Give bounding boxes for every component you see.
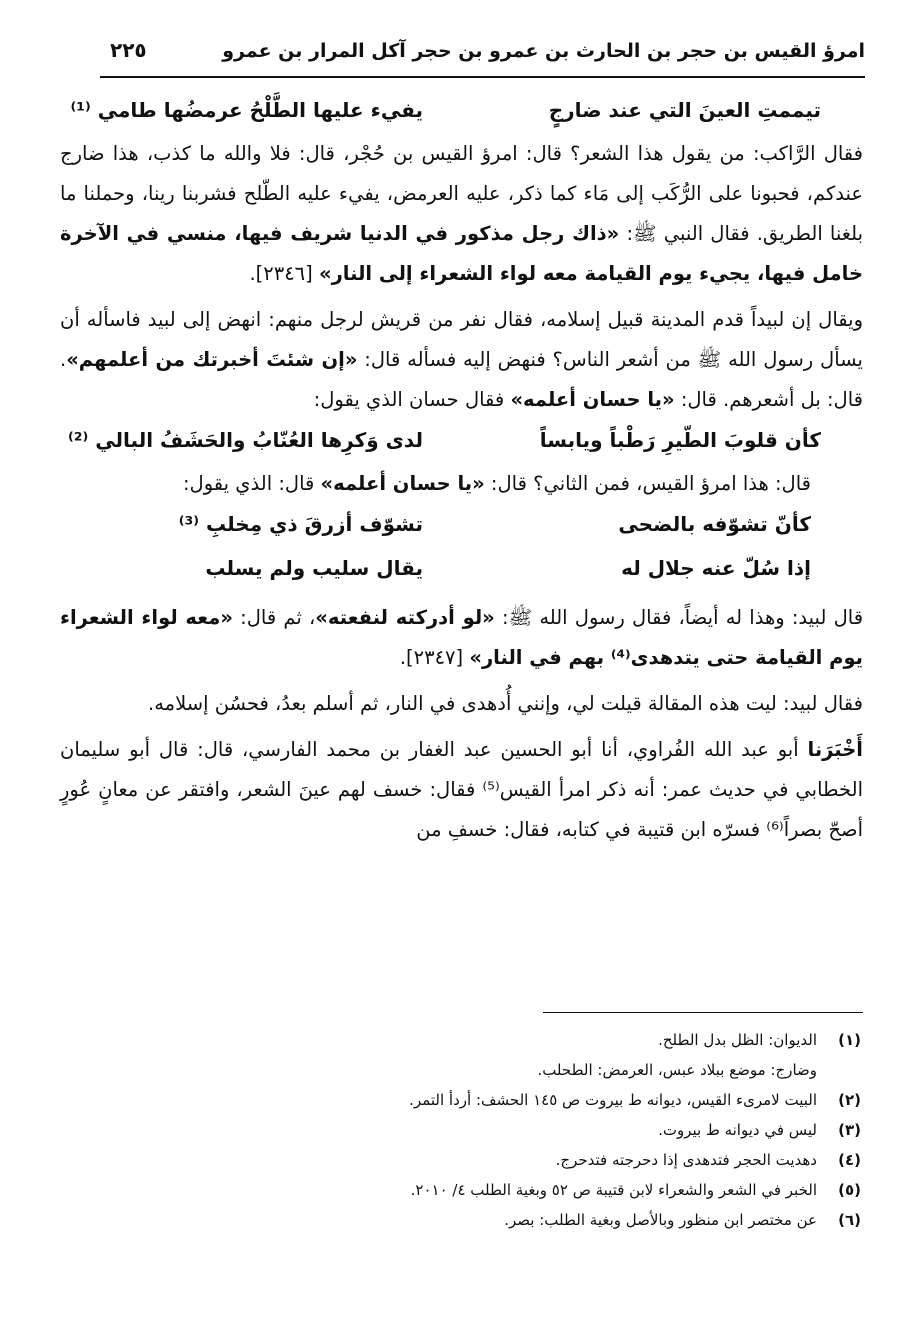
paragraph-text: . قال: بل أشعرهم. قال:	[60, 348, 863, 411]
footnote-text: ليس في ديوانه ط بيروت.	[658, 1121, 817, 1139]
hadith-quote: «معه لواء الشعراء يوم القيامة حتى يتدهدى⁽⁴⁾ بهم في النار»	[60, 606, 863, 669]
footnote-number: (٦)	[838, 1211, 861, 1229]
paragraph-text: قال: هذا امرؤ القيس، فمن الثاني؟ قال:	[490, 472, 811, 495]
main-text	[60, 90, 863, 850]
footnote-text: عن مختصر ابن منظور وبالأصل وبغية الطلب: بصر.	[504, 1211, 817, 1229]
footnote-separator	[543, 1012, 863, 1013]
verse-hemistich-first: إذا سُلّ عنه جلال له	[621, 556, 811, 580]
verse-hemistich-second: تشوّف أزرقَ ذي مِخلبِ ⁽³⁾	[178, 512, 423, 536]
isnad-opening: أَخْبَرَنا	[807, 738, 863, 761]
hadith-quote: «لو أدركته لنفعته»	[315, 606, 495, 629]
page-number: ٢٢٥	[110, 38, 147, 62]
footnote-text: وضارج: موضع ببلاد عبس، العرمض: الطحلب.	[537, 1061, 817, 1079]
footnote-text: الخبر في الشعر والشعراء لابن قتيبة ص ٥٢ وبغية الطلب ٤/ ٢٠١٠.	[410, 1181, 817, 1199]
footnotes	[60, 1025, 861, 1235]
footnote	[60, 1055, 861, 1085]
footnote	[60, 1025, 861, 1055]
footnote	[60, 1115, 861, 1145]
paragraph	[60, 464, 811, 504]
footnote-number: (١)	[838, 1031, 861, 1049]
paragraph-text: قال لبيد: وهذا له أيضاً، فقال رسول الله ﷺ:	[502, 606, 864, 629]
verse-hemistich-first: كأنّ تشوّفه بالضحى	[618, 512, 811, 536]
footnote-number: (٢)	[838, 1091, 861, 1109]
hadith-quote: «إن شئتَ أخبرتك من أعلمهم»	[66, 348, 358, 371]
running-title: امرؤ القيس بن حجر بن الحارث بن عمرو بن حجر آكل المرار بن عمرو	[222, 40, 865, 62]
verse-hemistich-second: يفيء عليها الطَّلْحُ عرمضُها طامي ⁽¹⁾	[70, 98, 423, 122]
paragraph	[60, 730, 863, 850]
footnote-number: (٤)	[838, 1151, 861, 1169]
paragraph-text: ويقال إن لبيداً قدم المدينة قبيل إسلامه، فقال نفر من قريش لرجل منهم: انهض إلى لبيد فاسأله أن يسأل رسول الله ﷺ من أشعر الناس؟ فنهض إليه فسأله قال:	[60, 308, 863, 371]
paragraph-text: أبو عبد الله الفُراوي، أنا أبو الحسين عبد الغفار بن محمد الفارسي، قال: قال أبو سليمان الخطابي في حديث عمر: أنه ذكر امرأ القيس⁽⁵⁾ فقال: خسف لهم عينَ الشعر، وافتقر عن معانٍ عُورٍ أصحّ بصراً⁽⁶⁾ فسرّه ابن قتيبة في كتابه، فقال: خسفِ من	[60, 738, 863, 841]
page-header	[100, 34, 865, 78]
poem-verse	[60, 420, 863, 464]
footnote	[60, 1145, 861, 1175]
hadith-quote: «يا حسان أعلمه»	[320, 472, 485, 495]
paragraph	[60, 684, 863, 724]
footnote	[60, 1205, 861, 1235]
footnote-text: البيت لامرىء القيس، ديوانه ط بيروت ص ١٤٥ الحشف: أردأ التمر.	[409, 1091, 817, 1109]
footnote	[60, 1085, 861, 1115]
footnote-text: الديوان: الظل بدل الطلح.	[658, 1031, 817, 1049]
poem-verse	[60, 90, 863, 134]
poem-verse	[60, 504, 863, 548]
footnote	[60, 1175, 861, 1205]
verse-hemistich-second: لدى وَكرِها العُنّابُ والحَشَفُ البالي ⁽²⁾	[68, 428, 423, 452]
paragraph-text: فقال الرَّاكب: من يقول هذا الشعر؟ قال: امرؤ القيس بن حُجْر، قال: فلا والله ما كذب، هذا ضارج عندكم، فحبونا على الرُّكَب إلى مَاء كما ذكر، عليه العرمض، يفيء عليه الطّلح فشربنا رينا، وحملنا ما بلغنا الطريق. فقال النبي ﷺ:	[60, 142, 864, 245]
paragraph	[60, 134, 863, 294]
paragraph-text: فقال حسان الذي يقول:	[313, 388, 505, 411]
verse-hemistich-second: يقال سليب ولم يسلب	[205, 556, 423, 580]
paragraph	[60, 300, 863, 420]
paragraph-text: فقال لبيد: ليت هذه المقالة قيلت لي، وإنني أُدهدى في النار، ثم أسلم بعدُ، فحسُن إسلامه.	[148, 692, 863, 715]
poem-verse	[60, 548, 863, 592]
footnote-text: دهديت الحجر فتدهدى إذا دحرجته فتدحرج.	[555, 1151, 817, 1169]
hadith-quote: «يا حسان أعلمه»	[510, 388, 675, 411]
verse-hemistich-first: كأن قلوبَ الطّيرِ رَطْباً ويابساً	[539, 428, 821, 452]
reference-number: [٢٣٤٦].	[249, 262, 313, 285]
paragraph-text: ، ثم قال:	[240, 606, 316, 629]
hadith-quote: «ذاك رجل مذكور في الدنيا شريف فيها، منسي في الآخرة خامل فيها، يجيء يوم القيامة معه لواء الشعراء إلى النار»	[60, 222, 863, 285]
paragraph-text: قال: الذي يقول:	[182, 472, 315, 495]
footnote-number: (٣)	[838, 1121, 861, 1139]
paragraph	[60, 598, 863, 678]
footnote-number: (٥)	[838, 1181, 861, 1199]
verse-hemistich-first: تيممتِ العينَ التي عند ضارجٍ	[548, 98, 821, 122]
reference-number: [٢٣٤٧].	[399, 646, 464, 669]
